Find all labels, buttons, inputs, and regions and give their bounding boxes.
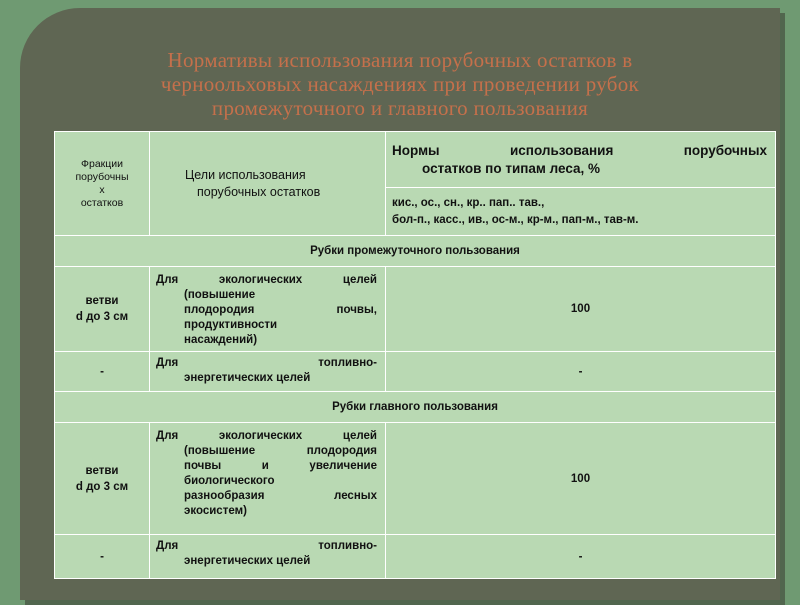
row2-goal	[150, 352, 386, 392]
header-fractions-line-4: остатков	[80, 196, 124, 209]
row3-goal-line-2: (повышение плодородия	[184, 445, 377, 457]
row3-goal-line-6: экосистем)	[184, 505, 247, 517]
row3-fraction-line-2: d до 3 см	[75, 480, 129, 493]
row1-fraction	[55, 267, 150, 352]
row3-goal-line-4: биологического	[184, 475, 275, 487]
row3-goal-line-5: разнообразия лесных	[184, 490, 377, 502]
row3-goal	[150, 423, 386, 535]
row2-value: -	[386, 352, 776, 392]
row1-goal-line-1: Для экологических целей	[156, 274, 377, 286]
header-goals-line-2: порубочных остатков	[197, 184, 321, 199]
row1-value: 100	[386, 267, 776, 352]
section-main-cuttings: Рубки главного пользования	[55, 392, 776, 423]
row3-goal-line-3: почвы и увеличение	[184, 460, 377, 472]
row4-goal-line-2: энергетических целей	[184, 555, 311, 567]
header-norms	[386, 132, 776, 188]
forest-types-line-2: бол-п., касс., ив., ос-м., кр-м., пап-м., тав-м.	[392, 213, 639, 226]
row4-goal	[150, 535, 386, 579]
forest-types-line-1: кис., ос., сн., кр.. пап.. тав.,	[392, 196, 545, 209]
row2-goal-line-1: Для топливно-	[156, 357, 377, 369]
row1-goal-line-4: продуктивности	[184, 319, 278, 331]
title-line-2: черноольховых насаждениях при проведении рубок	[160, 72, 640, 96]
header-fractions-line-1: Фракции	[81, 157, 123, 170]
row1-goal	[150, 267, 386, 352]
row2-goal-line-2: энергетических целей	[184, 372, 311, 384]
row4-goal-line-1: Для топливно-	[156, 540, 377, 552]
row3-fraction-line-1: ветви	[85, 464, 119, 477]
row1-fraction-line-1: ветви	[85, 295, 119, 307]
header-fractions-line-2: порубочны	[75, 170, 129, 183]
header-goals	[150, 132, 386, 236]
norms-table	[54, 131, 776, 579]
row4-value: -	[386, 535, 776, 579]
row3-value: 100	[386, 423, 776, 535]
row1-goal-line-5: насаждений)	[184, 334, 258, 346]
row3-fraction	[55, 423, 150, 535]
header-norms-line-2: остатков по типам леса, %	[422, 160, 601, 176]
row4-fraction: -	[55, 535, 150, 579]
header-norms-line-1: Нормы использования порубочных	[392, 142, 767, 158]
header-goals-line-1: Цели использования	[185, 167, 306, 182]
row3-goal-line-1: Для экологических целей	[156, 430, 377, 442]
header-fractions	[55, 132, 150, 236]
title-line-3	[100, 96, 700, 104]
header-forest-types	[386, 188, 776, 236]
row1-fraction-line-2: d до 3 см	[75, 311, 129, 323]
row1-goal-line-3: плодородия почвы,	[184, 304, 377, 316]
slide-title	[100, 48, 700, 104]
title-line-1: Нормативы использования порубочных остатков в	[167, 48, 633, 72]
header-fractions-line-3: х	[99, 183, 105, 196]
row2-fraction: -	[55, 352, 150, 392]
row1-goal-line-2: (повышение	[184, 289, 256, 301]
section-intermediate-cuttings: Рубки промежуточного пользования	[55, 236, 776, 267]
